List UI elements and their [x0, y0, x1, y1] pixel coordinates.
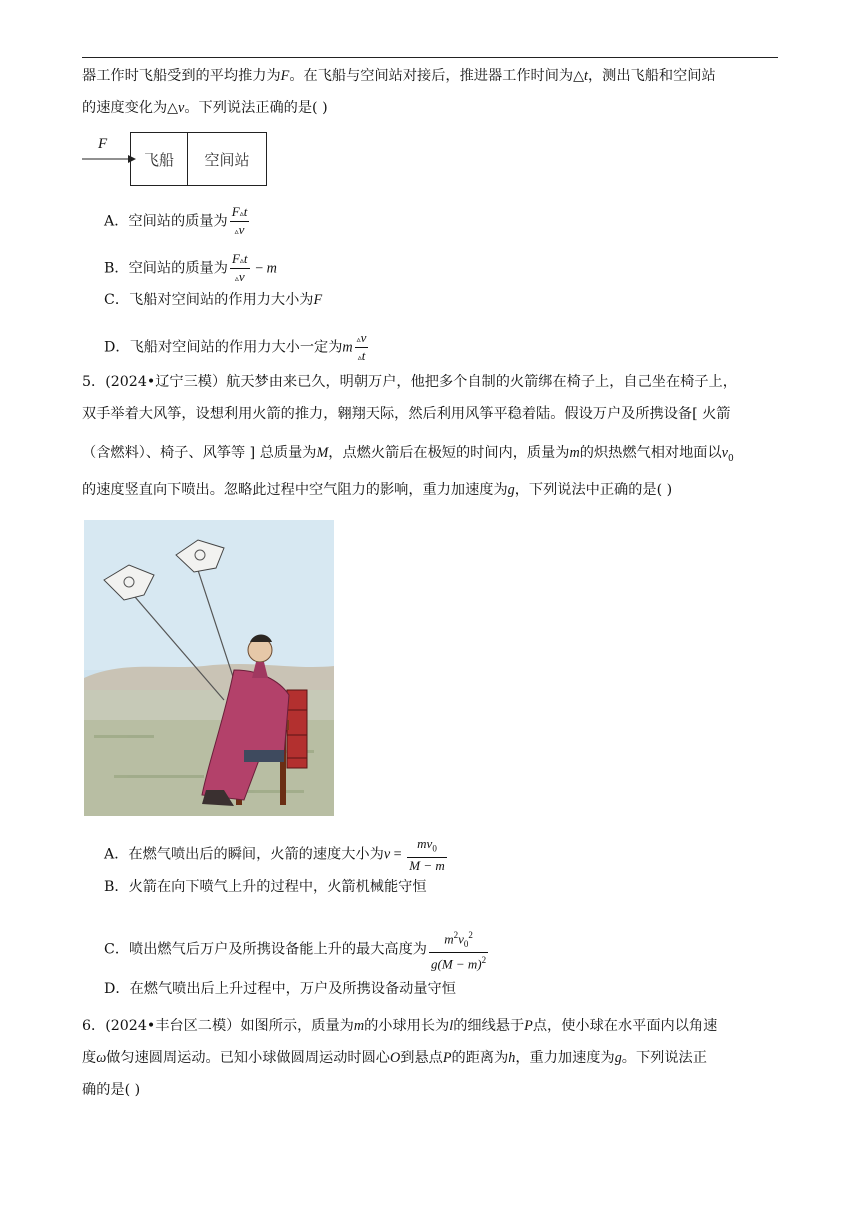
- fraction-f-dt-over-dv: $\frac{F▵t}{▵v}$: [231, 204, 248, 237]
- q4-option-c: C．飞船对空间站的作用力大小为F: [104, 292, 323, 308]
- fraction-max-height: $\frac{m^2v_0^2}{g(M - m)^2}$: [430, 930, 487, 972]
- q4-stem-line-2: 的速度变化为△v。下列说法正确的是( ): [82, 100, 328, 116]
- q4-stem-line-1: 器工作时飞船受到的平均推力为F。在飞船与空间站对接后，推进器工作时间为△t，测出飞船和空间站: [82, 68, 716, 84]
- header-rule: [82, 57, 778, 58]
- q4-option-b: B．空间站的质量为 $\frac{F▵t}{▵v}$ − m: [104, 251, 277, 284]
- fraction-mv0-over-M-minus-m: $\frac{mv_0}{M - m}$: [409, 836, 445, 873]
- q6-stem-line-3: 确的是( ): [82, 1082, 141, 1098]
- q6-stem-line-2: 度ω做匀速圆周运动。已知小球做圆周运动时圆心O到悬点P的距离为h，重力加速度为g。下列说法正: [82, 1050, 707, 1066]
- q6-stem-line-1: 6．(2024•丰台区二模）如图所示，质量为m的小球用长为l的细线悬于P点，使小球在水平面内以角速: [82, 1018, 718, 1034]
- q4-option-d: D．飞船对空间站的作用力大小一定为m $\frac{▵v}{▵t}$: [104, 330, 367, 363]
- q4-option-a: A．空间站的质量为 $\frac{F▵t}{▵v}$: [104, 204, 248, 237]
- q5-option-a: A．在燃气喷出后的瞬间，火箭的速度大小为v = $\frac{mv_0}{M - m}$: [104, 836, 445, 873]
- force-label: F: [98, 136, 108, 152]
- q5-stem-line-3: （含燃料）、椅子、风筝等 ] 总质量为M，点燃火箭后在极短的时间内，质量为m的炽热燃气相对地面以$v_0$: [82, 445, 734, 464]
- fraction-f-dt-over-dv: $\frac{F▵t}{▵v}$: [231, 251, 248, 284]
- fraction-dv-over-dt: $\frac{▵v}{▵t}$: [356, 330, 367, 363]
- spaceship-box: 飞船: [130, 132, 188, 186]
- q5-stem-line-2: 双手举着大风筝，设想利用火箭的推力，翱翔天际，然后利用风筝平稳着陆。假设万户及所携设备[ 火箭: [82, 406, 731, 422]
- q5-stem-line-4: 的速度竖直向下喷出。忽略此过程中空气阻力的影响，重力加速度为g，下列说法中正确的是( ): [82, 482, 673, 498]
- space-station-box: 空间站: [187, 132, 267, 186]
- q5-option-c: C．喷出燃气后万户及所携设备能上升的最大高度为 $\frac{m^2v_0^2}{g(M - m)^2}$: [104, 930, 487, 972]
- wan-hu-rocket-chair-illustration: [84, 520, 334, 816]
- spacecraft-diagram: [82, 128, 272, 190]
- q5-stem-line-1: 5．(2024•辽宁三模）航天梦由来已久，明朝万户，他把多个自制的火箭绑在椅子上，自己坐在椅子上，: [82, 374, 737, 390]
- q5-option-b: B．火箭在向下喷气上升的过程中，火箭机械能守恒: [104, 879, 427, 895]
- q5-option-d: D．在燃气喷出后上升过程中，万户及所携设备动量守恒: [104, 981, 456, 997]
